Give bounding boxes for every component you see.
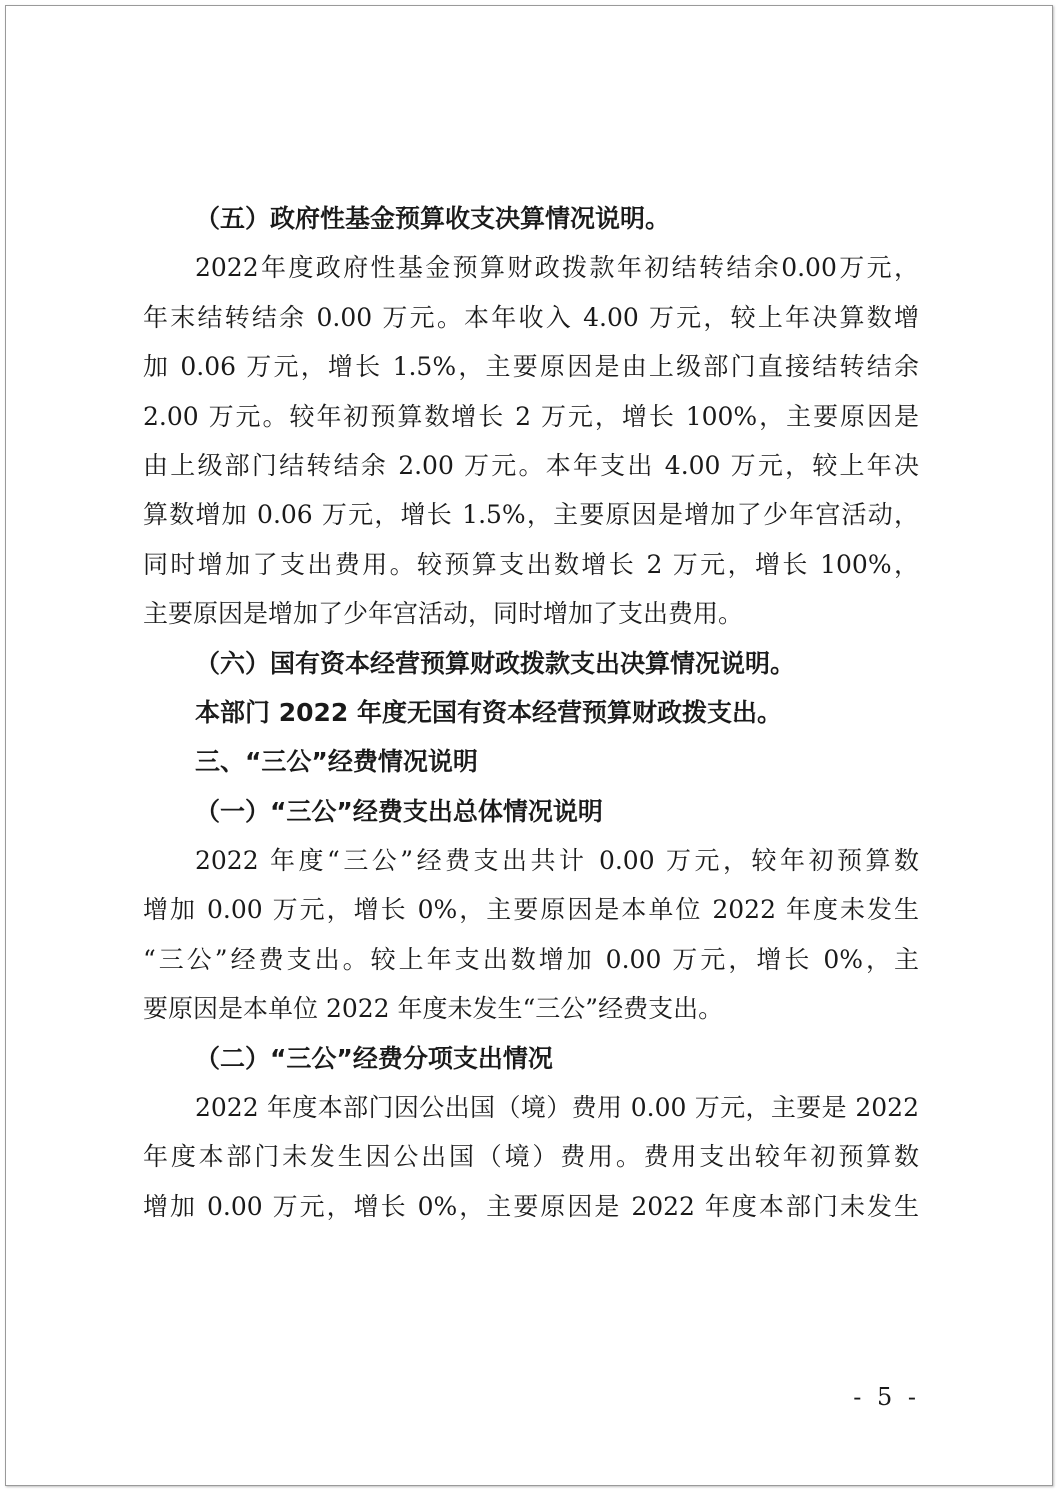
paragraph-line: 主要原因是增加了少年宫活动，同时增加了支出费用。 (143, 599, 744, 629)
paragraph-line: 2022 年度“三公”经费支出共计 0.00 万元，较年初预算数 (195, 846, 919, 876)
section-heading-2: （二）“三公”经费分项支出情况 (195, 1043, 553, 1073)
section-heading-6: （六）国有资本经营预算财政拨款支出决算情况说明。 (195, 648, 796, 678)
paragraph-line: 算数增加 0.06 万元，增长 1.5%，主要原因是增加了少年宫活动， (143, 500, 919, 530)
paragraph-line: 年度本部门未发生因公出国（境）费用。费用支出较年初预算数 (143, 1142, 919, 1172)
section-heading-1: （一）“三公”经费支出总体情况说明 (195, 796, 603, 826)
section-heading-5: （五）政府性基金预算收支决算情况说明。 (195, 204, 671, 233)
document-body (143, 194, 919, 1231)
paragraph-line: “三公”经费支出。较上年支出数增加 0.00 万元，增长 0%，主 (143, 944, 919, 974)
chapter-heading-3: 三、“三公”经费情况说明 (195, 747, 478, 777)
paragraph-line: 增加 0.00 万元，增长 0%，主要原因是本单位 2022 年度未发生 (143, 895, 919, 925)
paragraph-line: 由上级部门结转结余 2.00 万元。本年支出 4.00 万元，较上年决 (143, 450, 919, 480)
paragraph-line: 2022年度政府性基金预算财政拨款年初结转结余0.00万元， (195, 253, 919, 283)
paragraph-line: 年末结转结余 0.00 万元。本年收入 4.00 万元，较上年决算数增 (143, 302, 919, 332)
paragraph-line: 本部门 2022 年度无国有资本经营预算财政拨支出。 (195, 697, 782, 727)
paragraph-line: 增加 0.00 万元，增长 0%，主要原因是 2022 年度本部门未发生 (143, 1191, 919, 1221)
paragraph-line: 要原因是本单位 2022 年度未发生“三公”经费支出。 (143, 994, 724, 1024)
page-number: - 5 - (853, 1383, 920, 1411)
paragraph-line: 2.00 万元。较年初预算数增长 2 万元，增长 100%，主要原因是 (143, 401, 919, 431)
paragraph-line: 2022 年度本部门因公出国（境）费用 0.00 万元，主要是 2022 (195, 1093, 919, 1123)
paragraph-line: 加 0.06 万元，增长 1.5%，主要原因是由上级部门直接结转结余 (143, 352, 919, 382)
paragraph-line: 同时增加了支出费用。较预算支出数增长 2 万元，增长 100%， (143, 549, 919, 579)
